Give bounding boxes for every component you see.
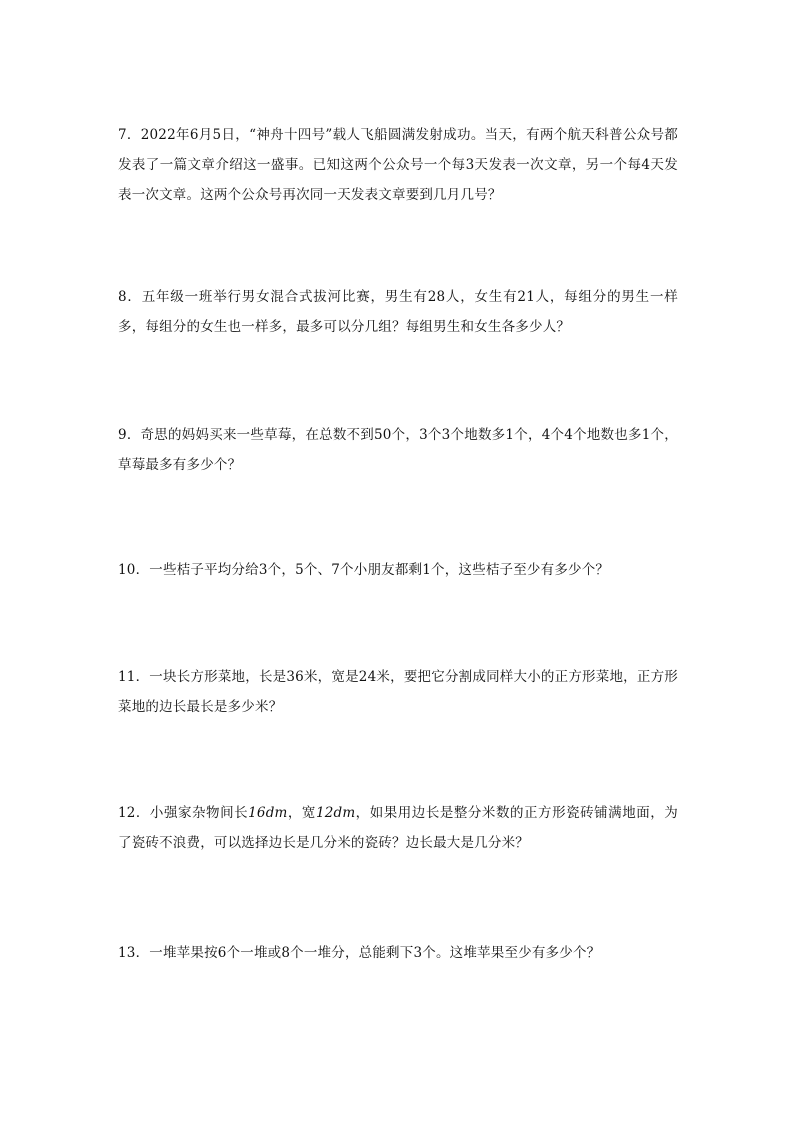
problem-7-text: 7．2022年6月5日，“神舟十四号”载人飞船圆满发射成功。当天，有两个航天科普公众号都发表了一篇文章介绍这一盛事。已知这两个公众号一个每3天发表一次文章，另一个每4天发表一次文章。这两个公众号再次同一天发表文章要到几月几号？	[118, 127, 678, 203]
problem-12-part3: ，如果用边长是整分米数的正方形瓷砖铺满地面，为了瓷砖不浪费，可以选择边长是几分米的瓷砖？边长最大是几分米？	[118, 805, 678, 851]
problem-11	[118, 662, 678, 722]
problem-11-text: 11．一块长方形菜地，长是36米，宽是24米，要把它分割成同样大小的正方形菜地，正方形菜地的边长最长是多少米？	[118, 669, 678, 715]
problem-12-text	[118, 798, 678, 858]
problem-8-text: 8．五年级一班举行男女混合式拔河比赛，男生有28人，女生有21人，每组分的男生一样多，每组分的女生也一样多，最多可以分几组？每组男生和女生各多少人？	[118, 289, 678, 335]
problem-12	[118, 798, 678, 858]
problem-12-part2: ，宽	[287, 805, 316, 821]
problem-7	[118, 120, 678, 210]
problem-9	[118, 420, 678, 480]
problem-10	[118, 555, 678, 585]
problem-13-text: 13．一堆苹果按6个一堆或8个一堆分，总能剩下3个。这堆苹果至少有多少个？	[118, 945, 601, 961]
problem-12-width: 12dm	[315, 805, 356, 821]
problem-10-text: 10．一些桔子平均分给3个，5个、7个小朋友都剩1个，这些桔子至少有多少个？	[118, 562, 610, 578]
problem-13	[118, 938, 678, 968]
problem-12-part1: 12．小强家杂物间长	[118, 805, 249, 821]
problem-12-length: 16dm	[248, 805, 288, 821]
problem-9-text: 9．奇思的妈妈买来一些草莓，在总数不到50个，3个3个地数多1个，4个4个地数也多1个，草莓最多有多少个？	[118, 427, 678, 473]
problem-8	[118, 282, 678, 342]
